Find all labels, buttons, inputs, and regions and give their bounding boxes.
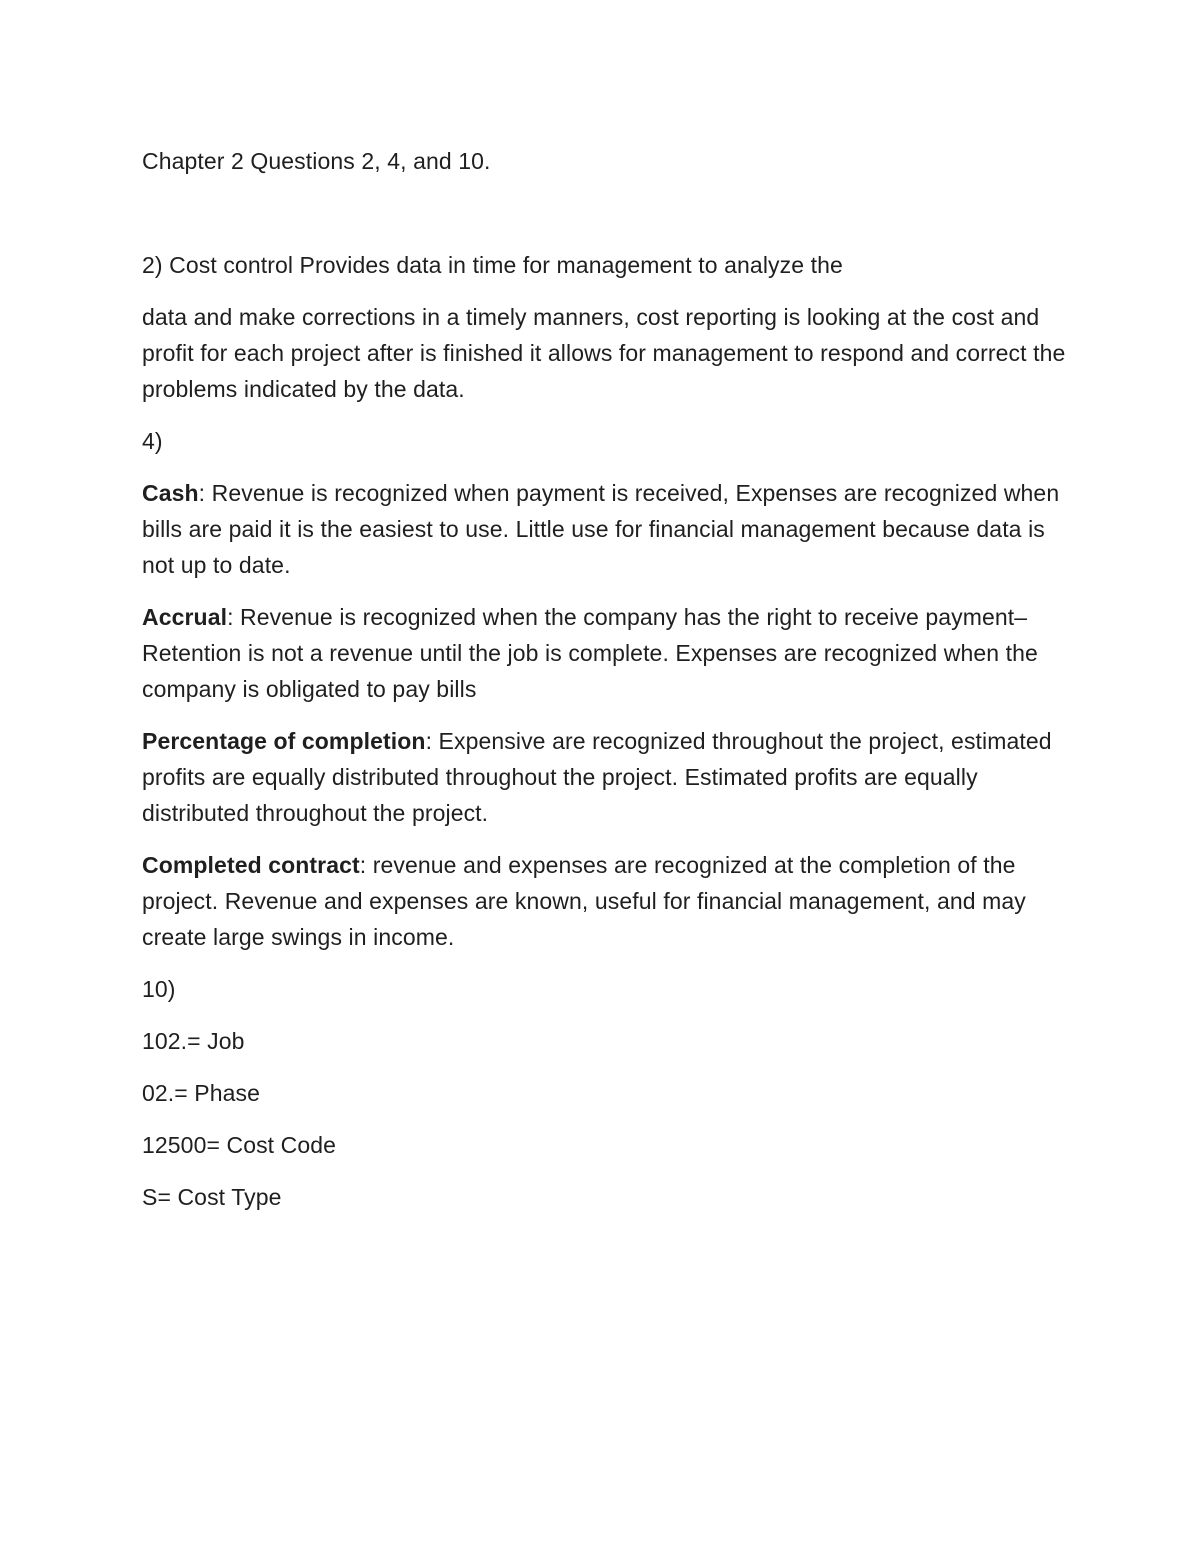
definition-term: Completed contract	[142, 852, 360, 878]
definition-text: : revenue and expenses are recognized at the completion of the project. Revenue and expenses are known, useful for financial management, and may create large swings in income.	[142, 852, 1026, 950]
code-line-job: 102.= Job	[142, 1028, 245, 1054]
question-10-label: 10)	[142, 976, 176, 1002]
code-line-cost-code: 12500= Cost Code	[142, 1132, 337, 1158]
definition-percentage-of-completion	[142, 723, 1072, 831]
definition-cash	[142, 475, 1072, 583]
definition-text: : Revenue is recognized when the company has the right to receive payment–Retention is not a revenue until the job is complete. Expenses are recognized when the company is obligated to pay bills	[142, 604, 1038, 702]
definition-text: : Expensive are recognized throughout the project, estimated profits are equally distributed throughout the project. Estimated profits are equally distributed throughout the project.	[142, 728, 1052, 826]
document-body	[142, 143, 1072, 1231]
definition-term: Cash	[142, 480, 199, 506]
definition-term: Accrual	[142, 604, 228, 630]
question-4-label: 4)	[142, 428, 163, 454]
definition-term: Percentage of completion	[142, 728, 426, 754]
code-line-cost-type: S= Cost Type	[142, 1184, 282, 1210]
definition-accrual	[142, 599, 1072, 707]
code-line-phase: 02.= Phase	[142, 1080, 261, 1106]
question-2-paragraph: data and make corrections in a timely manners, cost reporting is looking at the cost and profit for each project after is finished it allows for management to respond and correct the problems indicated by the data.	[142, 304, 1066, 402]
definition-text: : Revenue is recognized when payment is received, Expenses are recognized when bills are paid it is the easiest to use. Little use for financial management because data is not up to date.	[142, 480, 1060, 578]
document-title: Chapter 2 Questions 2, 4, and 10.	[142, 148, 491, 174]
question-2-first-line: 2) Cost control Provides data in time for management to analyze the	[142, 252, 843, 278]
definition-completed-contract	[142, 847, 1072, 955]
